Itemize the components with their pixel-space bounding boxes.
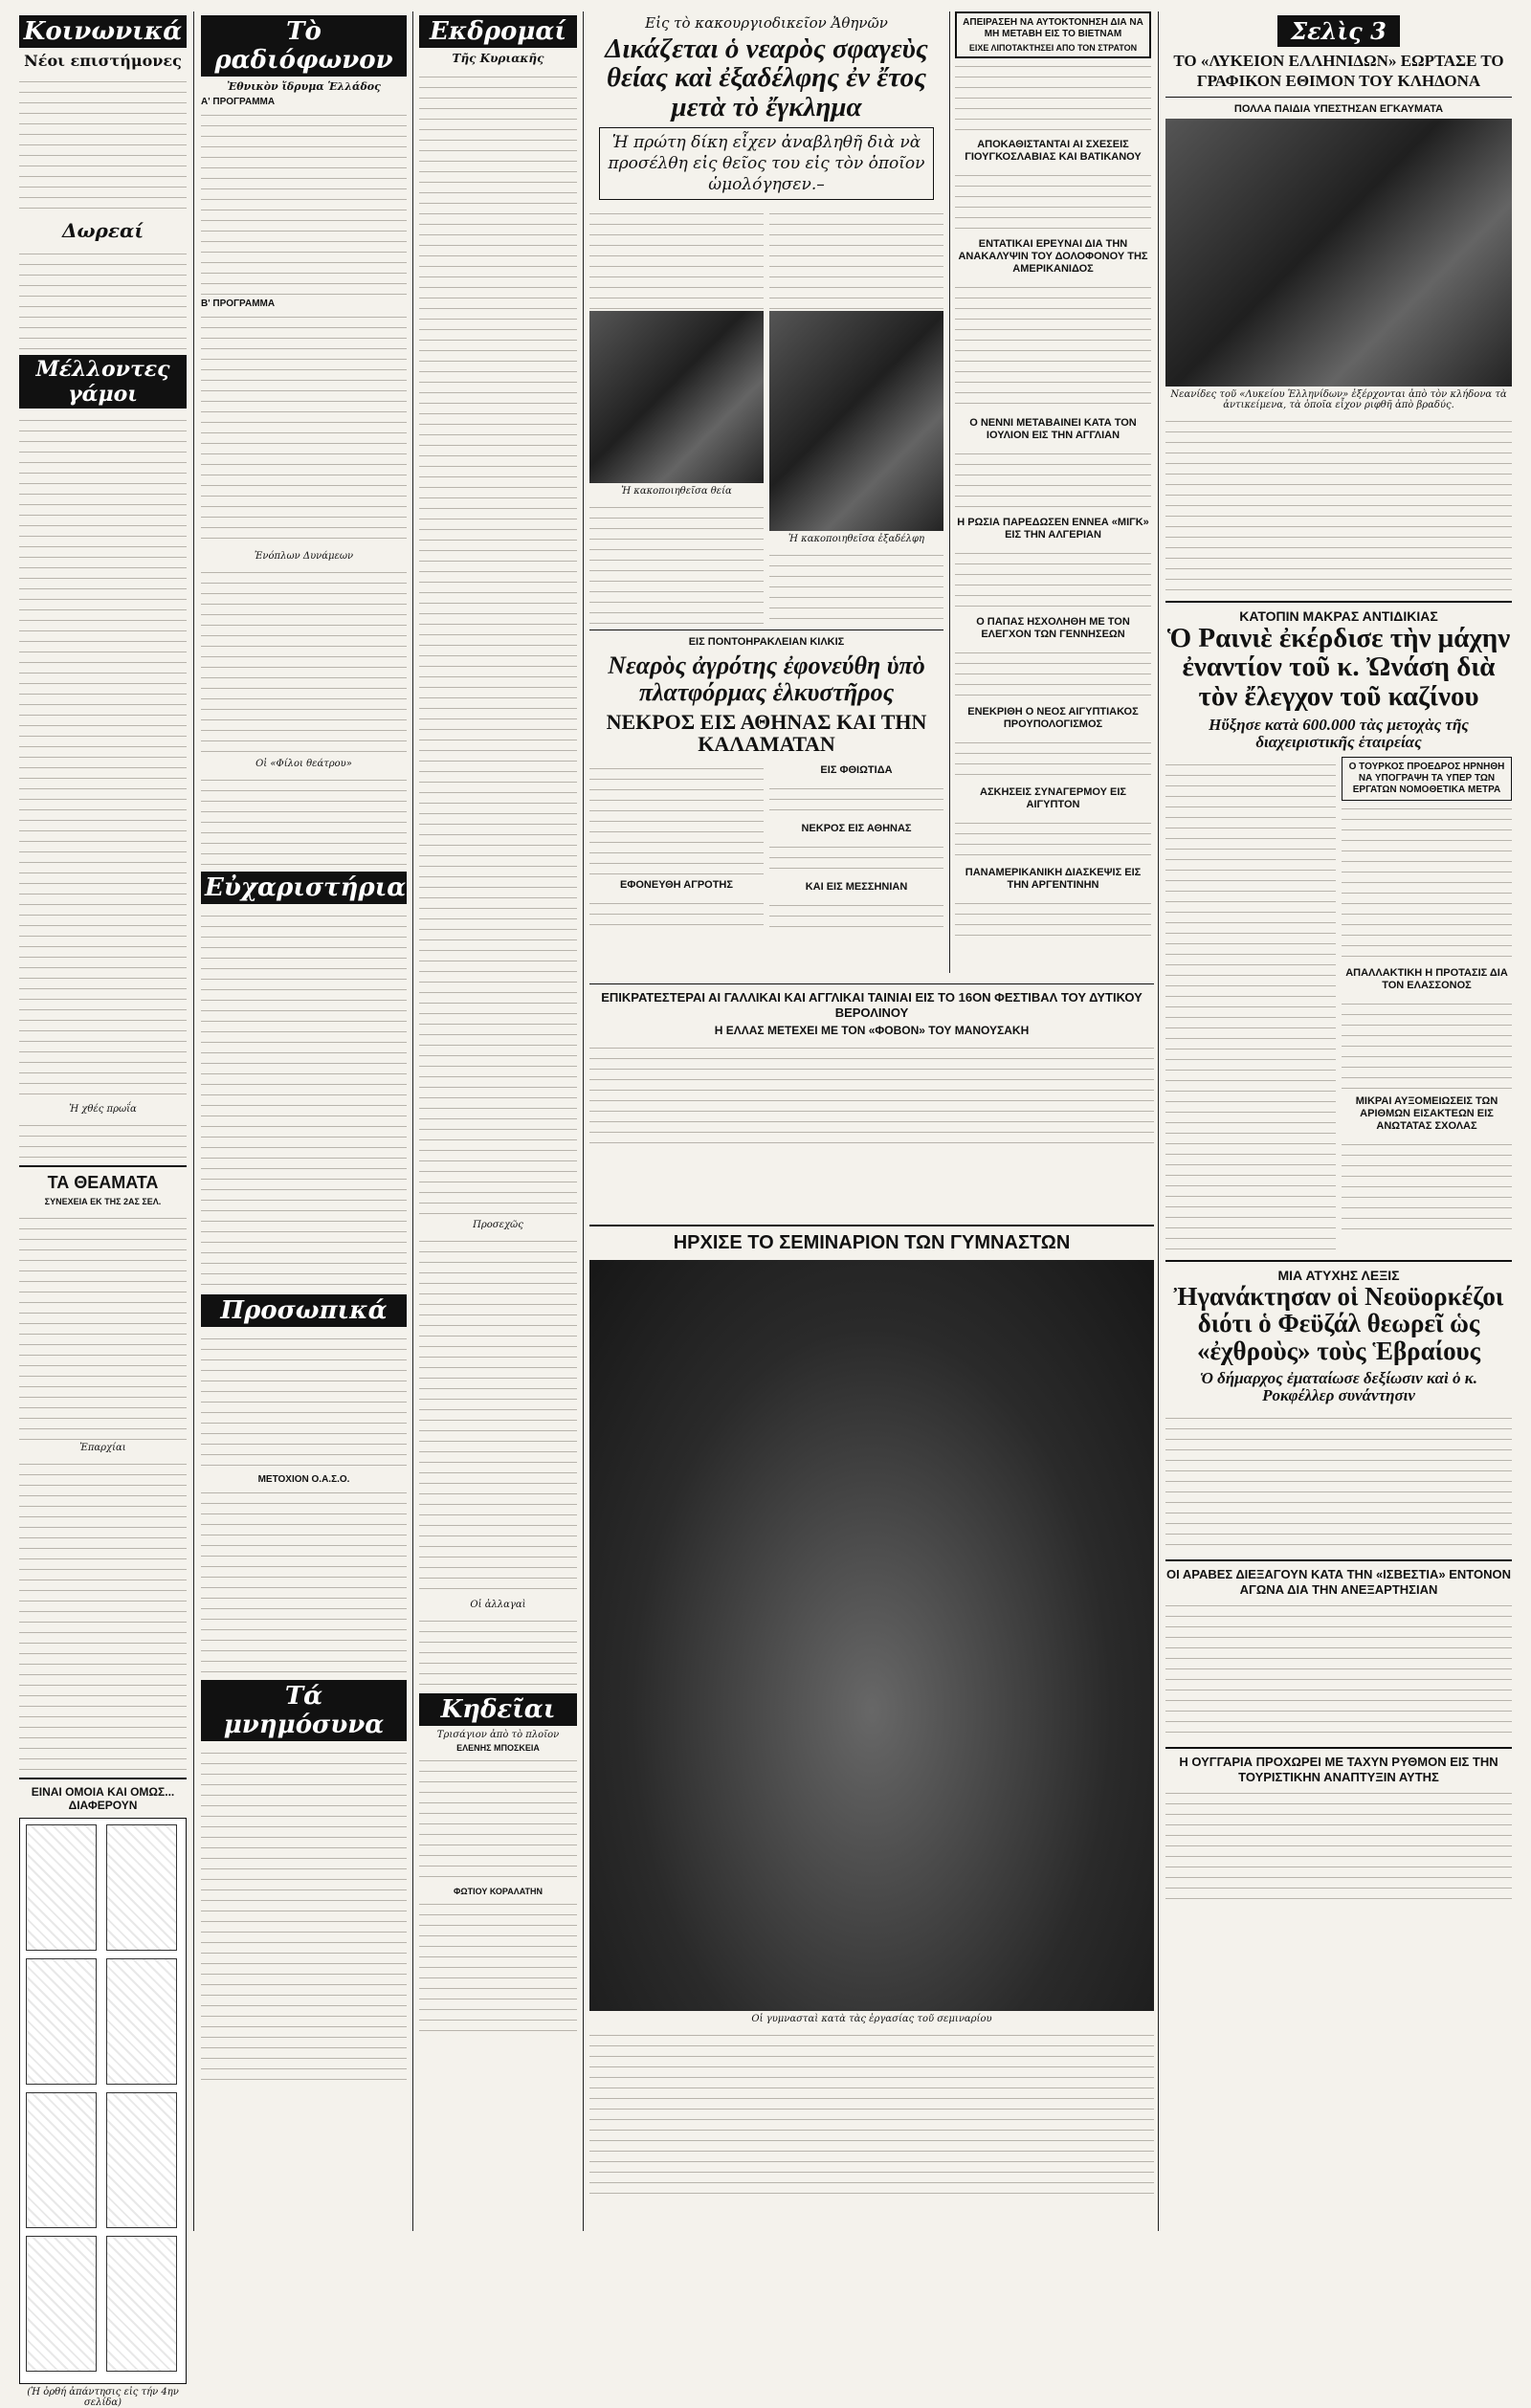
program-a-label: Α' ΠΡΟΓΡΑΜΜΑ — [201, 97, 276, 107]
program-b-text — [201, 309, 407, 548]
court-story-text-a — [589, 206, 764, 311]
seminar-photo — [589, 1260, 1154, 2011]
funeral-name-1: ΕΛΕΝΗΣ ΜΠΟΣΚΕΙΑ — [456, 1743, 540, 1753]
column-social — [19, 11, 187, 2408]
theater-subhead: ΣΥΝΕΧΕΙΑ ΕΚ ΤΗΣ 2ΑΣ ΣΕΛ. — [44, 1197, 162, 1206]
faisal-headline: Ἠγανάκτησαν οἱ Νεοϋορκέζοι διότι ὁ Φεϋζάλ θεωρεῖ ὡς «ἐχθροὺς» τοὺς Ἑβραίους — [1173, 1282, 1504, 1365]
short-text-8 — [955, 895, 1151, 943]
turkish-box — [1342, 757, 1512, 801]
tractor-text-e — [769, 897, 943, 936]
arabs-text — [1165, 1598, 1512, 1741]
tractor-subhead-3: ΕΦΟΝΕΥΘΗ ΑΓΡΟΤΗΣ — [620, 879, 733, 892]
thanks-text — [201, 908, 407, 1291]
photo-cousin-caption: Ἡ κακοποιηθεῖσα ἐξαδέλφη — [788, 534, 924, 545]
provinces-listing — [19, 1456, 187, 1772]
short-text-3 — [955, 446, 1151, 513]
kledonas-text — [1165, 413, 1512, 595]
section-social-subtitle: Νέοι επιστήμονες — [24, 52, 182, 70]
excursions-text — [419, 69, 577, 1217]
funeral-text-2 — [419, 1896, 577, 2040]
section-donations-title: Δωρεαί — [61, 219, 144, 242]
court-story-text-b — [589, 499, 764, 624]
hungary-headline: Η ΟΥΓΓΑΡΙΑ ΠΡΟΧΩΡΕΙ ΜΕ ΤΑΧΥΝ ΡΥΘΜΟΝ ΕΙΣ ΤΗΝ ΤΟΥΡΙΣΤΙΚΗΝ ΑΝΑΠΤΥΞΙΝ ΑΥΤΗΣ — [1179, 1754, 1498, 1784]
morning-text — [19, 1117, 187, 1160]
festival-headline: ΕΠΙΚΡΑΤΕΣΤΕΡΑΙ ΑΙ ΓΑΛΛΙΚΑΙ ΚΑΙ ΑΓΓΛΙΚΑΙ ΤΑΙΝΙΑΙ ΕΙΣ ΤΟ 16ΟΝ ΦΕΣΤΙΒΑΛ ΤΟΥ ΔΥΤΙΚΟΥ ΒΕΡΟΛΙΝΟΥ — [601, 990, 1143, 1020]
column-radio — [201, 11, 407, 2231]
theater-friends-text — [201, 772, 407, 868]
program-b-label: Β' ΠΡΟΓΡΑΜΜΑ — [201, 298, 276, 309]
section-memorials-title: Τά μνημόσυνα — [201, 1680, 407, 1741]
proposal-head: ΑΠΑΛΛΑΚΤΙΚΗ Η ΠΡΟΤΑΣΙΣ ΔΙΑ ΤΟΝ ΕΛΑΣΣΟΝΟΣ — [1345, 967, 1508, 991]
armed-forces-label: Ἐνόπλων Δυνάμεων — [254, 551, 354, 562]
tractor-headline-2: ΝΕΚΡΟΣ ΕΙΣ ΑΘΗΝΑΣ ΚΑΙ ΤΗΝ ΚΑΛΑΜΑΤΑΝ — [606, 709, 927, 756]
section-thanks-title: Εὐχαριστήρια — [201, 872, 407, 904]
section-personal-title: Προσωπικά — [201, 1294, 407, 1327]
tractor-headline: Νεαρὸς ἀγρότης ἐφονεύθη ὑπὸ πλατφόρμας ἑλκυστῆρος — [608, 652, 925, 706]
tractor-subhead-4: ΚΑΙ ΕΙΣ ΜΕΣΣΗΝΙΑΝ — [805, 881, 908, 894]
short-head-8: ΠΑΝΑΜΕΡΙΚΑΝΙΚΗ ΔΙΑΣΚΕΨΙΣ ΕΙΣ ΤΗΝ ΑΡΓΕΝΤΙΝΗΝ — [965, 867, 1142, 891]
short-head-6: ΕΝΕΚΡΙΘΗ Ο ΝΕΟΣ ΑΙΓΥΠΤΙΑΚΟΣ ΠΡΟΥΠΟΛΟΓΙΣΜΟΣ — [967, 706, 1139, 730]
short-head-7: ΑΣΚΗΣΕΙΣ ΣΥΝΑΓΕΡΜΟΥ ΕΙΣ ΑΙΓΥΠΤΟΝ — [980, 786, 1126, 810]
column-court-story — [589, 11, 943, 973]
personal-text — [201, 1331, 407, 1474]
section-excursions-subtitle: Τῆς Κυριακῆς — [452, 52, 544, 65]
court-headline: Δικάζεται ὁ νεαρὸς σφαγεὺς θείας καὶ ἐξαδέλφης ἐν ἔτος μετὰ τὸ ἔγκλημα — [605, 33, 928, 122]
page-tag: Σελὶς 3 — [1277, 15, 1400, 47]
upcoming-text — [419, 1233, 577, 1597]
theater-listing — [19, 1210, 187, 1440]
kledonas-headline: ΤΟ «ΛΥΚΕΙΟΝ ΕΛΛΗΝΙΔΩΝ» ΕΩΡΤΑΣΕ ΤΟ ΓΡΑΦΙΚΟΝ ΕΘΙΜΟΝ ΤΟΥ ΚΛΗΔΟΝΑ — [1173, 52, 1504, 90]
proposal-text — [1342, 996, 1512, 1092]
funeral-text-1 — [419, 1753, 577, 1887]
donations-body-text — [19, 246, 187, 351]
section-radio-title: Τὸ ραδιόφωνον — [201, 15, 407, 77]
festival-subhead: Η ΕΛΛΑΣ ΜΕΤΕΧΕΙ ΜΕ ΤΟΝ «ΦΟΒΟΝ» ΤΟΥ ΜΑΝΟΥΣΑΚΗ — [714, 1024, 1030, 1037]
section-weddings-title: Μέλλοντες γάμοι — [19, 355, 187, 409]
newspaper-page — [19, 11, 1512, 2408]
cartoon-title: ΕΙΝΑΙ ΟΜΟΙΑ ΚΑΙ ΟΜΩΣ... ΔΙΑΦΕΡΟΥΝ — [31, 1785, 175, 1812]
short-head-5: Ο ΠΑΠΑΣ ΗΣΧΟΛΗΘΗ ΜΕ ΤΟΝ ΕΛΕΓΧΟΝ ΤΩΝ ΓΕΝΝΗΣΕΩΝ — [976, 616, 1130, 640]
short-text-2 — [955, 279, 1151, 413]
metochion-label: ΜΕΤΟΧΙΟΝ Ο.Α.Σ.Ο. — [257, 1474, 350, 1485]
funeral-name-2: ΦΩΤΙΟΥ ΚΟΡΑΛΑΤΗΝ — [453, 1887, 544, 1896]
vietnam-text — [955, 58, 1151, 135]
short-text-6 — [955, 735, 1151, 783]
festival-block — [589, 978, 1154, 1151]
short-head-1: ΑΠΟΚΑΘΙΣΤΑΝΤΑΙ ΑΙ ΣΧΕΣΕΙΣ ΓΙΟΥΓΚΟΣΛΑΒΙΑΣ ΚΑΙ ΒΑΤΙΚΑΝΟΥ — [965, 139, 1142, 163]
changes-text — [419, 1613, 577, 1690]
faisal-text — [1165, 1410, 1512, 1554]
casino-headline: Ὁ Ραινιὲ ἐκέρδισε τὴν μάχην ἐναντίον τοῦ κ. Ὠνάση διὰ τὸν ἔλεγχον τοῦ καζίνου — [1166, 623, 1511, 712]
admissions-head: ΜΙΚΡΑΙ ΑΥΞΟΜΕΙΩΣΕΙΣ ΤΩΝ ΑΡΙΘΜΩΝ ΕΙΣΑΚΤΕΩΝ ΕΙΣ ΑΝΩΤΑΤΑΣ ΣΧΟΛΑΣ — [1355, 1095, 1498, 1132]
column-short-news — [955, 11, 1151, 973]
section-funerals-title: Κηδεῖαι — [419, 1693, 577, 1726]
vietnam-kicker: ΑΠΕΙΡΑΣΕΗ ΝΑ ΑΥΤΟΚΤΟΝΗΣΗ ΔΙΑ ΝΑ ΜΗ ΜΕΤΑΒΗ ΕΙΣ ΤΟ ΒΙΕΤΝΑΜ — [963, 17, 1143, 39]
theater-friends-label: Οἱ «Φίλοι θεάτρου» — [255, 759, 352, 769]
cartoon-footer: (Ἡ ὀρθή ἀπάντησις εἰς τήν 4ην σελίδα) — [27, 2387, 179, 2408]
seminar-headline: ΗΡΧΙΣΕ ΤΟ ΣΕΜΙΝΑΡΙΟΝ ΤΩΝ ΓΥΜΝΑΣΤΩΝ — [673, 1232, 1071, 1253]
upcoming-label: Προσεχῶς — [473, 1220, 523, 1230]
program-a-text — [201, 107, 407, 298]
short-head-2: ΕΝΤΑΤΙΚΑΙ ΕΡΕΥΝΑΙ ΔΙΑ ΤΗΝ ΑΝΑΚΑΛΥΨΙΝ ΤΟΥ ΔΟΛΟΦΟΝΟΥ ΤΗΣ ΑΜΕΡΙΚΑΝΙΔΟΣ — [958, 238, 1148, 275]
casino-subhead: Ηὔξησε κατὰ 600.000 τὰς μετοχὰς τῆς διαχειριστικῆς ἑταιρείας — [1209, 716, 1469, 752]
short-head-4: Η ΡΩΣΙΑ ΠΑΡΕΔΩΣΕΝ ΕΝΝΕΑ «ΜΙΓΚ» ΕΙΣ ΤΗΝ ΑΛΓΕΡΙΑΝ — [957, 517, 1149, 541]
kledonas-subhead: ΠΟΛΛΑ ΠΑΙΔΙΑ ΥΠΕΣΤΗΣΑΝ ΕΓΚΑΥΜΑΤΑ — [1233, 103, 1444, 115]
festival-text — [589, 1040, 1154, 1151]
photo-aunt-caption: Ἡ κακοποιηθεῖσα θεία — [621, 486, 732, 497]
social-body-text — [19, 74, 187, 217]
casino-kicker: ΚΑΤΟΠΙΝ ΜΑΚΡΑΣ ΑΝΤΙΔΙΚΙΑΣ — [1239, 608, 1438, 624]
court-kicker: Εἰς τὸ κακουργιοδικεῖον Ἀθηνῶν — [645, 14, 888, 32]
column-right — [1165, 11, 1512, 2231]
spot-difference-cartoon — [19, 1818, 187, 2384]
armed-forces-text — [201, 564, 407, 756]
tractor-text-d — [769, 839, 943, 877]
turkish-head: Ο ΤΟΥΡΚΟΣ ΠΡΟΕΔΡΟΣ ΗΡΝΗΘΗ ΝΑ ΥΠΟΓΡΑΨΗ ΤΑ ΥΠΕΡ ΤΩΝ ΕΡΓΑΤΩΝ ΝΟΜΟΘΕΤΙΚΑ ΜΕΤΡΑ — [1348, 762, 1505, 795]
tractor-kicker: ΕΙΣ ΠΟΝΤΟΗΡΑΚΛΕΙΑΝ ΚΙΛΚΙΣ — [688, 636, 845, 649]
tractor-subhead-1: ΕΙΣ ΦΘΙΩΤΙΔΑ — [820, 764, 893, 777]
court-subhead: Ἡ πρώτη δίκη εἶχεν ἀναβληθῆ διὰ νὰ προσέλθη εἰς θεῖος του εἰς τὸν ὁποῖον ὡμολόγησεν.– — [608, 133, 925, 195]
theater-title: ΤΑ ΘΕΑΜΑΤΑ — [47, 1173, 159, 1192]
short-text-7 — [955, 815, 1151, 863]
tractor-text-a — [589, 761, 764, 875]
kledonas-photo — [1165, 119, 1512, 387]
short-text-1 — [955, 167, 1151, 234]
metochion-text — [201, 1485, 407, 1676]
photo-aunt — [589, 311, 764, 483]
section-funerals-subtitle: Τρισάγιον ἀπὸ τὸ πλοῖον — [436, 1730, 560, 1740]
court-story-text-d — [769, 547, 943, 624]
changes-label: Οἱ ἀλλαγαὶ — [470, 1600, 526, 1610]
column-excursions — [419, 11, 577, 2231]
arabs-headline: ΟΙ ΑΡΑΒΕΣ ΔΙΕΞΑΓΟΥΝ ΚΑΤΑ ΤΗΝ «ΙΣΒΕΣΤΙΑ» ΕΝΤΟΝΟΝ ΑΓΩΝΑ ΔΙΑ ΤΗΝ ΑΝΕΞΑΡΤΗΣΙΑΝ — [1166, 1566, 1511, 1597]
section-social-title: Κοινωνικά — [19, 15, 187, 48]
faisal-subhead: Ὁ δήμαρχος ἐματαίωσε δεξίωσιν καὶ ὁ κ. Ροκφέλλερ συνάντησιν — [1199, 1369, 1478, 1404]
provinces-title: Ἐπαρχίαι — [79, 1443, 126, 1453]
seminar-text — [589, 2027, 1154, 2199]
court-subhead-box — [599, 127, 934, 200]
admissions-text — [1342, 1137, 1512, 1232]
short-text-4 — [955, 545, 1151, 612]
court-story-text-c — [769, 206, 943, 311]
tractor-text-c — [769, 781, 943, 819]
tractor-subhead-2: ΝΕΚΡΟΣ ΕΙΣ ΑΘΗΝΑΣ — [801, 823, 912, 835]
memorials-text — [201, 1745, 407, 2089]
vietnam-kicker-2: ΕΙΧΕ ΛΙΠΟΤΑΚΤΗΣΕΙ ΑΠΟ ΤΟΝ ΣΤΡΑΤΟΝ — [968, 43, 1138, 53]
photo-cousin — [769, 311, 943, 531]
short-head-3: Ο ΝΕΝΝΙ ΜΕΤΑΒΑΙΝΕΙ ΚΑΤΑ ΤΟΝ ΙΟΥΛΙΟΝ ΕΙΣ ΤΗΝ ΑΓΓΛΙΑΝ — [969, 417, 1137, 441]
short-text-5 — [955, 645, 1151, 702]
section-excursions-title: Εκδρομαί — [419, 15, 577, 48]
weddings-body-text — [19, 412, 187, 1101]
seminar-block — [589, 1219, 1154, 2199]
seminar-caption: Οἱ γυμνασταὶ κατὰ τὰς ἐργασίας τοῦ σεμιναρίου — [751, 2014, 992, 2024]
vietnam-box — [955, 11, 1151, 58]
casino-text — [1165, 757, 1336, 1254]
section-radio-subtitle: Ἐθνικὸν ἴδρυμα Ἑλλάδος — [227, 80, 381, 93]
kledonas-caption: Νεανίδες τοῦ «Λυκείου Ἑλληνίδων» ἐξέρχονται ἀπὸ τὸν κλήδονα τὰ ἀντικείμενα, τὰ ὁποῖα εἶχον ριφθῆ ἀπὸ βραδύς. — [1170, 389, 1507, 410]
hungary-text — [1165, 1785, 1512, 1900]
turkish-text — [1342, 801, 1512, 963]
tractor-text-b — [589, 895, 764, 934]
faisal-kicker: ΜΙΑ ΑΤΥΧΗΣ ΛΕΞΙΣ — [1277, 1268, 1400, 1283]
morning-label: Ἡ χθές πρωΐα — [69, 1104, 137, 1115]
